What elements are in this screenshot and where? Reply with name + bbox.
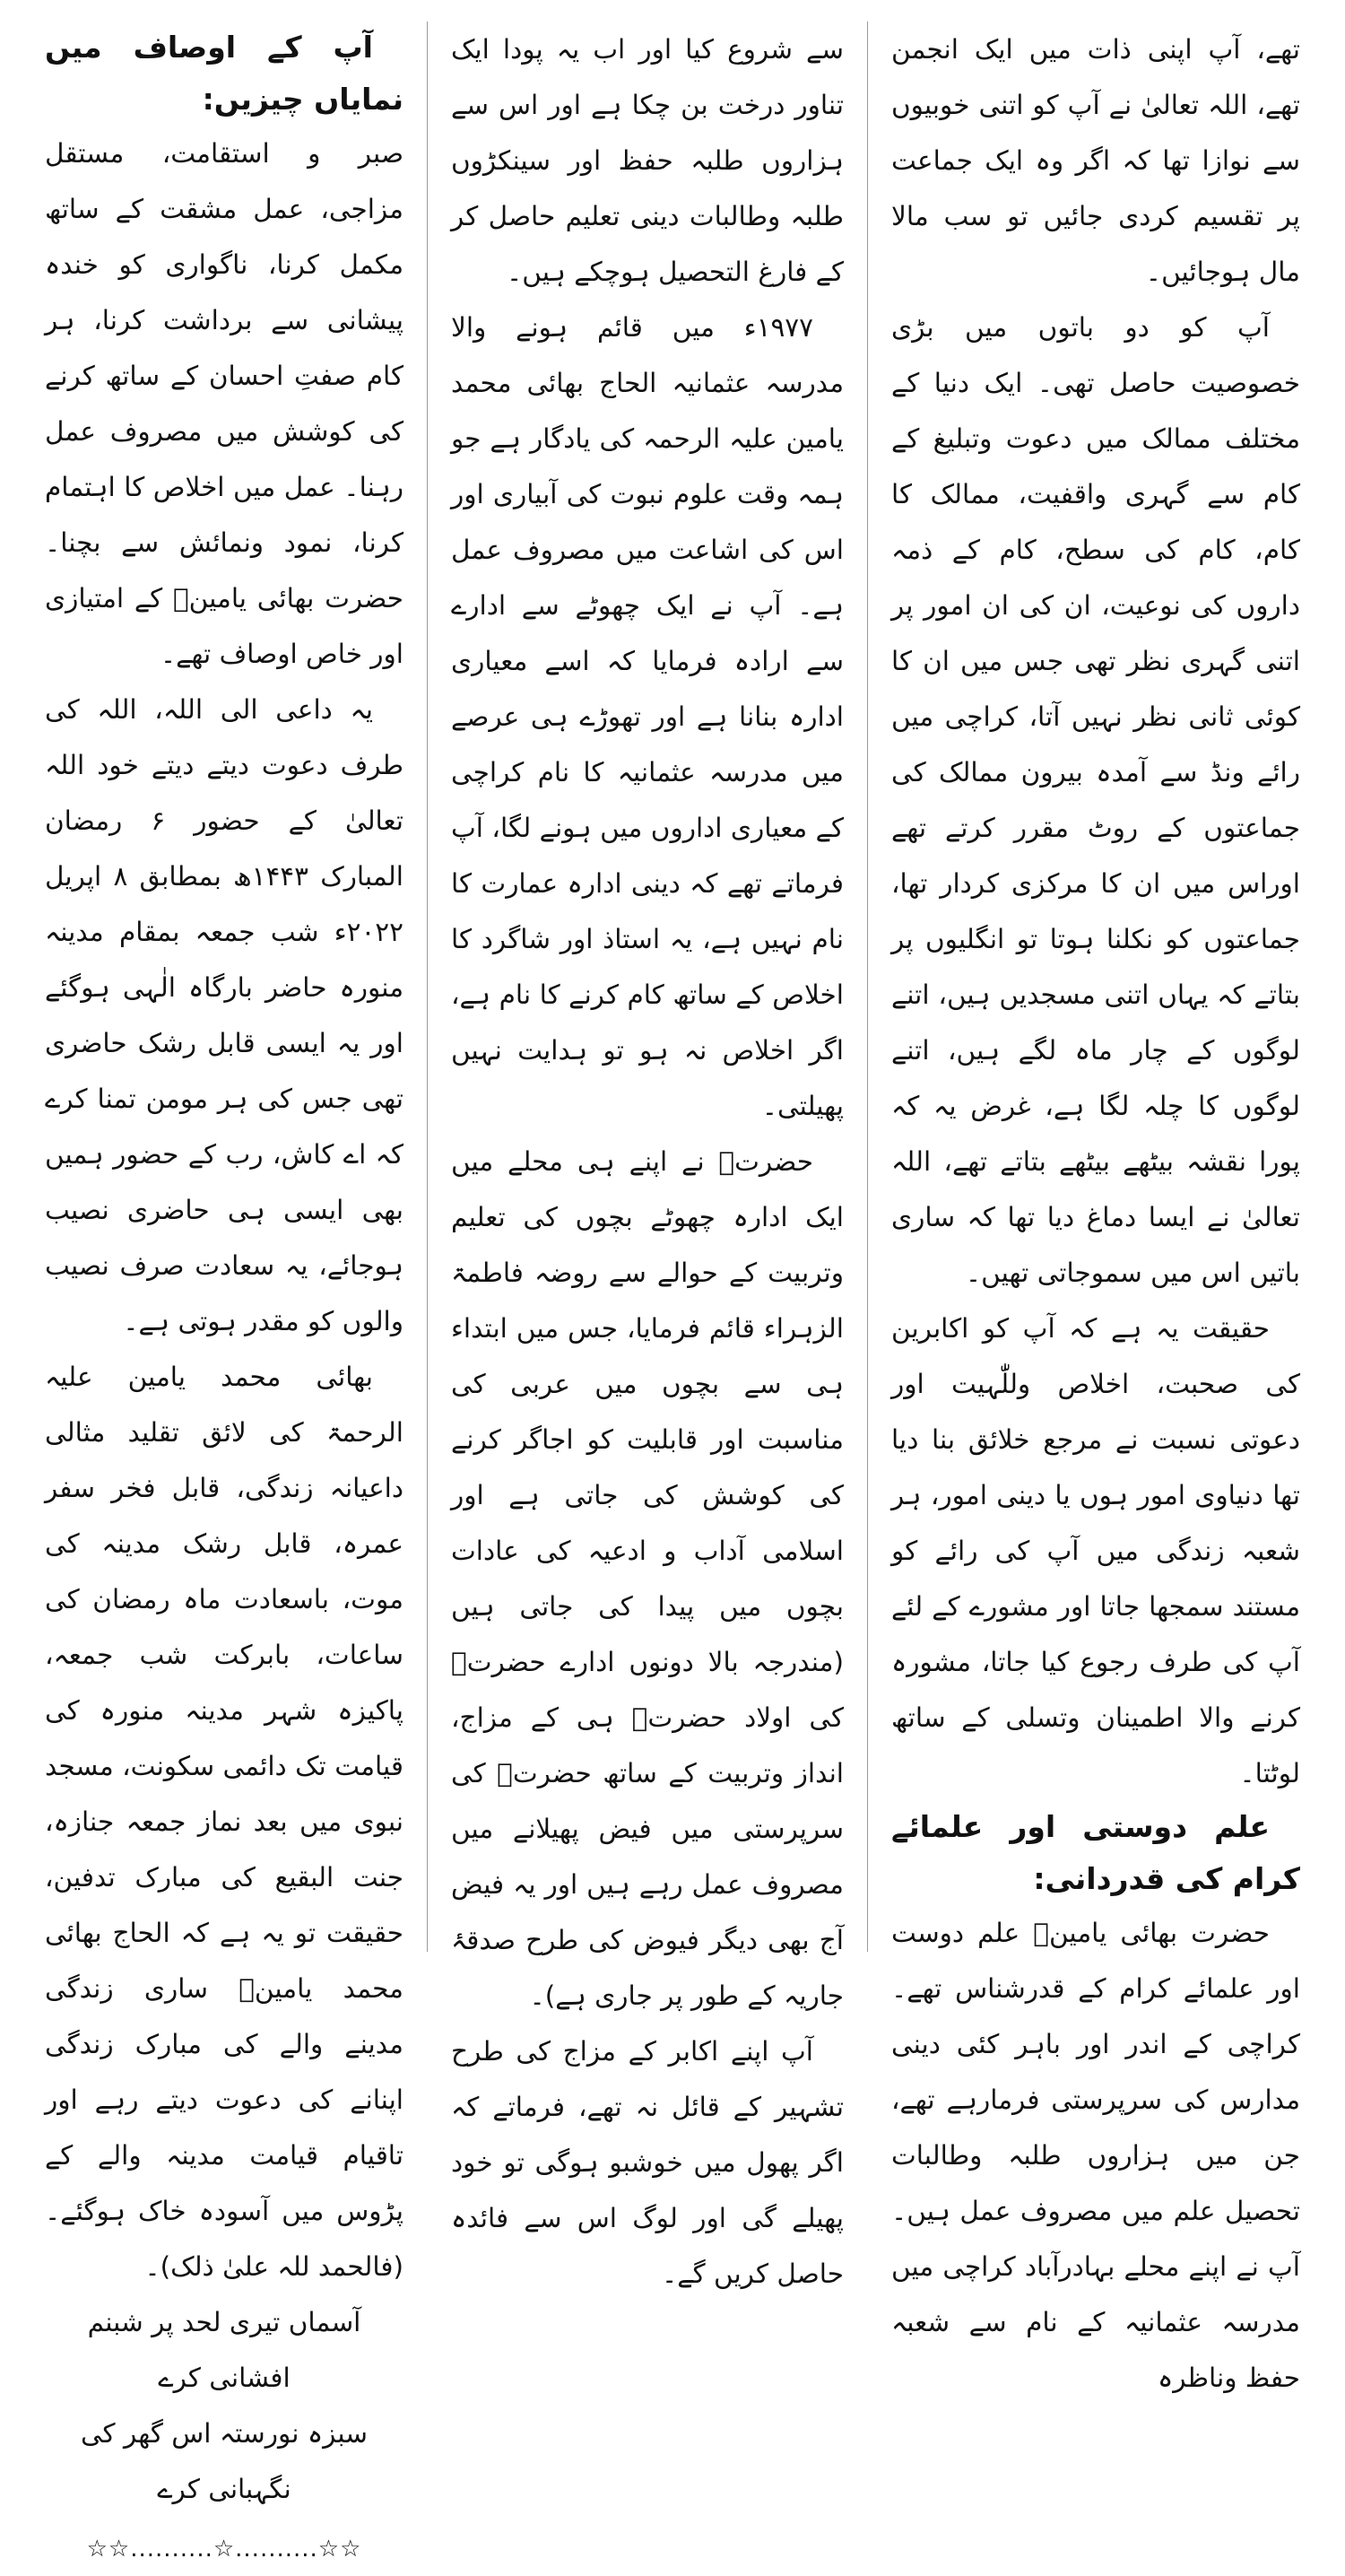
paragraph: یہ داعی الی اللہ، اللہ کی طرف دعوت دیتے دیتے خود اللہ تعالیٰ کے حضور ۶ رمضان المبارک ۱۴۴۳ھ بمطابق ۸ اپریل ۲۰۲۲ء شب جمعہ بمقام مدینہ منورہ حاضر بارگاہ الٰہی ہوگئے اور یہ ایسی قابل رشک حاضری تھی جس کی ہر مومن تمنا کرے کہ اے کاش، رب کے حضور ہمیں بھی ایسی ہی حاضری نصیب ہوجائے، یہ سعادت صرف نصیب والوں کو مقدر ہوتی ہے۔ [45, 694, 404, 1336]
column-left [22, 22, 427, 2563]
paragraph: سے شروع کیا اور اب یہ پودا ایک تناور درخت بن چکا ہے اور اس سے ہزاروں طلبہ حفظ اور سینکڑوں طلبہ وطالبات دینی تعلیم حاصل کر کے فارغ التحصیل ہوچکے ہیں۔ [451, 34, 844, 287]
poetry-verse: سبزہ نورستہ اس گھر کی نگہبانی کرے [80, 2418, 369, 2504]
paragraph: بھائی محمد یامین علیہ الرحمۃ کی لائق تقلید مثالی داعیانہ زندگی، قابل فخر سفر عمرہ، قابل رشک مدینہ کی موت، باسعادت ماہ رمضان کی ساعات، بابرکت شب جمعہ، پاکیزہ شہر مدینہ منورہ کی قیامت تک دائمی سکونت، مسجد نبوی میں بعد نماز جمعہ جنازہ، جنت البقیع کی مبارک تدفین، حقیقت تو یہ ہے کہ الحاج بھائی محمد یامینؒ ساری زندگی مدینے والے کی مبارک زندگی اپنانے کی دعوت دیتے رہے اور تاقیام قیامت مدینہ والے کے پڑوس میں آسودہ خاک ہوگئے۔ (فالحمد للہ علیٰ ذلک)۔ [45, 1362, 404, 2282]
section-heading: آپ کے اوصاف میں نمایاں چیزیں: [45, 30, 404, 117]
column-middle [427, 22, 868, 2289]
newspaper-page [22, 22, 1323, 2563]
paragraph: حضرتؒ نے اپنے ہی محلے میں ایک ادارہ چھوٹے بچوں کی تعلیم وتربیت کے حوالے سے روضہ فاطمۃ الزہراء قائم فرمایا، جس میں ابتداء ہی سے بچوں میں عربی کی مناسبت اور قابلیت کو اجاگر کرنے کی کوشش کی جاتی ہے اور اسلامی آداب و ادعیہ کی عادات بچوں میں پیدا کی جاتی ہیں (مندرجہ بالا دونوں ادارے حضرتؒ کی اولاد حضرتؒ ہی کے مزاج، انداز وتربیت کے ساتھ حضرتؒ کی سرپرستی میں فیض پھیلانے میں مصروف عمل رہے ہیں اور یہ فیض آج بھی دیگر فیوض کی طرح صدقۂ جاریہ کے طور پر جاری ہے)۔ [451, 1146, 844, 2011]
paragraph: حقیقت یہ ہے کہ آپ کو اکابرین کی صحبت، اخلاص وللّٰہیت اور دعوتی نسبت نے مرجع خلائق بنا دیا تھا دنیاوی امور ہوں یا دینی امور، ہر شعبہ زندگی میں آپ کی رائے کو مستند سمجھا جاتا اور مشورے کے لئے آپ کی طرف رجوع کیا جاتا، مشورہ کرنے والا اطمینان وتسلی کے ساتھ لوٹتا۔ [891, 1313, 1300, 1788]
paragraph: صبر و استقامت، مستقل مزاجی، عمل مشقت کے ساتھ مکمل کرنا، ناگواری کو خندہ پیشانی سے برداشت کرنا، ہر کام صفتِ احسان کے ساتھ کرنے کی کوشش میں مصروف عمل رہنا۔ عمل میں اخلاص کا اہتمام کرنا، نمود ونمائش سے بچنا۔ حضرت بھائی یامینؒ کے امتیازی اور خاص اوصاف تھے۔ [45, 138, 404, 669]
paragraph: ۱۹۷۷ء میں قائم ہونے والا مدرسہ عثمانیہ الحاج بھائی محمد یامین علیہ الرحمہ کی یادگار ہے جو ہمہ وقت علوم نبوت کی آبیاری اور اس کی اشاعت میں مصروف عمل ہے۔ آپ نے ایک چھوٹے سے ادارے سے ارادہ فرمایا کہ اسے معیاری ادارہ بنانا ہے اور تھوڑے ہی عرصے میں مدرسہ عثمانیہ کا نام کراچی کے معیاری اداروں میں ہونے لگا، آپ فرماتے تھے کہ دینی ادارہ عمارت کا نام نہیں ہے، یہ استاذ اور شاگرد کا اخلاص کے ساتھ کام کرنے کا نام ہے، اگر اخلاص نہ ہو تو ہدایت نہیں پھیلتی۔ [451, 312, 844, 1121]
section-heading: علم دوستی اور علمائے کرام کی قدردانی: [891, 1809, 1300, 1896]
poetry-verse: آسماں تیری لحد پر شبنم افشانی کرے [87, 2307, 361, 2393]
paragraph: حضرت بھائی یامینؒ علم دوست اور علمائے کرام کے قدرشناس تھے۔ کراچی کے اندر اور باہر کئی دینی مدارس کی سرپرستی فرمارہے تھے، جن میں ہزاروں طلبہ وطالبات تحصیل علم میں مصروف عمل ہیں۔ آپ نے اپنے محلے بہادرآباد کراچی میں مدرسہ عثمانیہ کے نام سے شعبہ حفظ وناظرہ [891, 1918, 1300, 2393]
column-right [868, 22, 1323, 2393]
paragraph: آپ اپنے اکابر کے مزاج کی طرح تشہیر کے قائل نہ تھے، فرماتے کہ اگر پھول میں خوشبو ہوگی تو خود پھیلے گی اور لوگ اس سے فائدہ حاصل کریں گے۔ [451, 2036, 844, 2289]
paragraph: تھے، آپ اپنی ذات میں ایک انجمن تھے، اللہ تعالیٰ نے آپ کو اتنی خوبیوں سے نوازا تھا کہ اگر وہ ایک جماعت پر تقسیم کردی جائیں تو سب مالا مال ہوجائیں۔ [891, 34, 1300, 287]
stars-divider: ☆☆..........☆..........☆☆ [86, 2536, 362, 2563]
paragraph: آپ کو دو باتوں میں بڑی خصوصیت حاصل تھی۔ ایک دنیا کے مختلف ممالک میں دعوت وتبلیغ کے کام سے گہری واقفیت، ممالک کا کام، کام کی سطح، کام کے ذمہ داروں کی نوعیت، ان کی ان امور پر اتنی گہری نظر تھی جس میں ان کا کوئی ثانی نظر نہیں آتا، کراچی میں رائے ونڈ سے آمدہ بیرون ممالک کی جماعتوں کے روٹ مقرر کرتے تھے اوراس میں ان کا مرکزی کردار تھا، جماعتوں کو نکلنا ہوتا تو انگلیوں پر بتاتے کہ یہاں اتنی مسجدیں ہیں، اتنے لوگوں کے چار ماہ لگے ہیں، اتنے لوگوں کا چلہ لگا ہے، غرض یہ کہ پورا نقشہ بیٹھے بیٹھے بتاتے تھے، اللہ تعالیٰ نے ایسا دماغ دیا تھا کہ ساری باتیں اس میں سموجاتی تھیں۔ [891, 312, 1300, 1288]
